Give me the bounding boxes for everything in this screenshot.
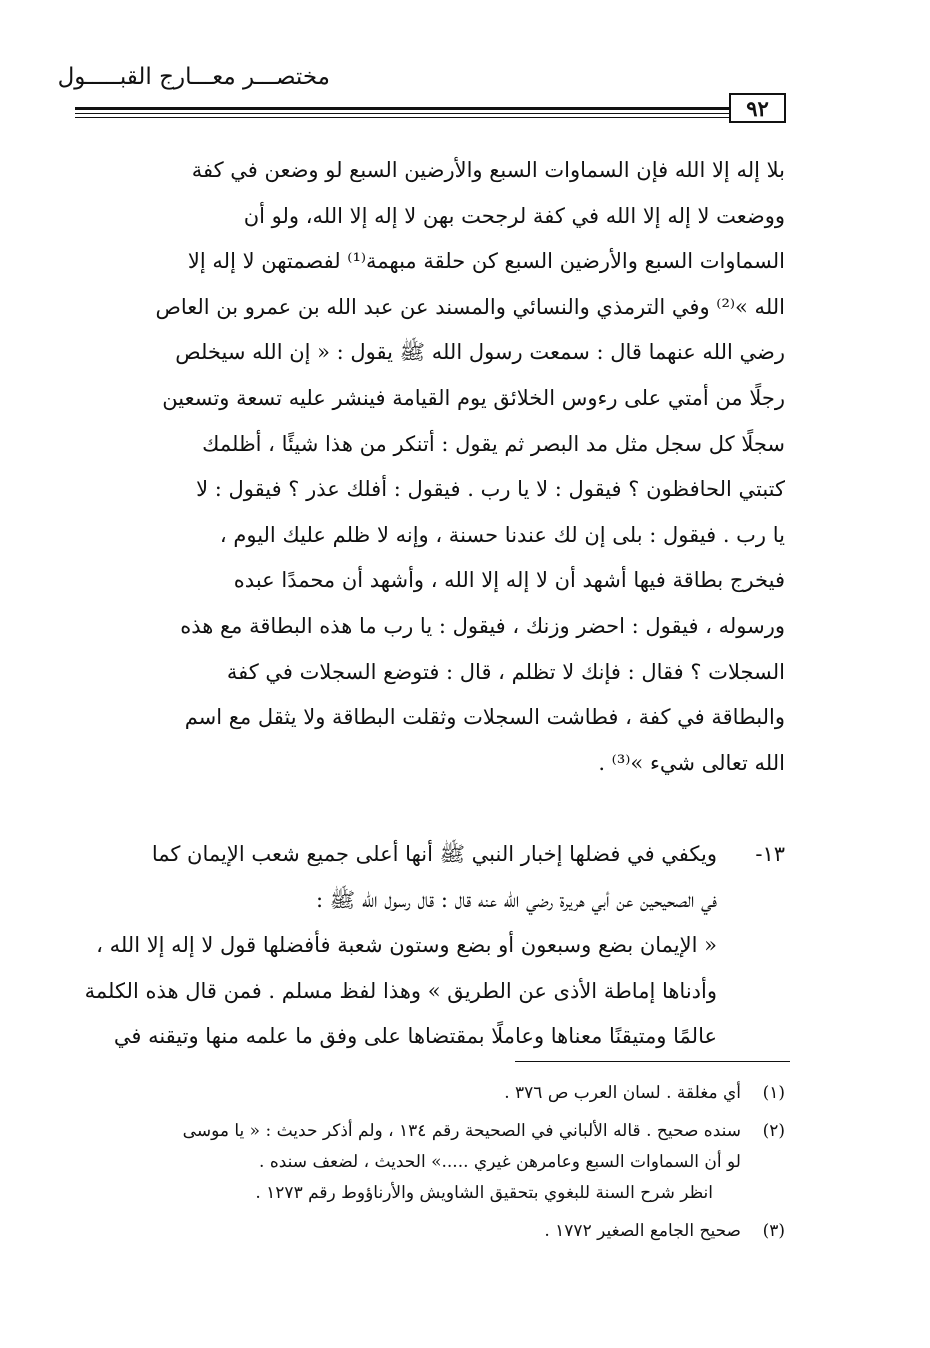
page-number: ٩٢ (729, 93, 786, 123)
text-line: فيخرج بطاقة فيها أشهد أن لا إله إلا الله ، وأشهد أن محمدًا عبده (233, 568, 785, 593)
header-rule-thick (75, 107, 730, 110)
footnote-2 (65, 1116, 785, 1209)
footnote-1 (65, 1078, 785, 1109)
header-rule-thin-lower (75, 117, 730, 118)
text-line: بلا إله إلا الله فإن السماوات السبع والأرضين السبع لو وضعن في كفة (191, 158, 785, 182)
footnote-marker: (١) (762, 1083, 785, 1103)
item-number: ١٣- (755, 842, 785, 866)
text-line: عالمًا ومتيقنًا معناها وعاملًا بمقتضاها على وفق ما علمه منها وتيقنه في (113, 1024, 717, 1049)
footnote-3 (65, 1216, 785, 1247)
footnote-line: لو أن السماوات السبع وعامرهن غيري .....» الحديث ، لضعف سنده . (259, 1152, 741, 1172)
footnote-line: سنده صحيح . قاله الألباني في الصحيحة رقم ١٣٤ ، ولم أذكر حديث : « يا موسى (182, 1121, 741, 1141)
footnote-marker: (٣) (762, 1221, 785, 1241)
text-line: رجلًا من أمتي على رءوس الخلائق يوم القيامة فينشر عليه تسعة وتسعين (162, 385, 785, 410)
text-line: رضي الله عنهما قال : سمعت رسول الله ﷺ يقول : « إن الله سيخلص (175, 340, 785, 365)
text-line: الله تعالى شيء »⁽³⁾ . (598, 750, 785, 775)
text-line: الله »⁽²⁾ وفي الترمذي والنسائي والمسند عن عبد الله بن عمرو بن العاص (155, 294, 785, 319)
text-line: ويكفي في فضلها إخبار النبي ﷺ أنها أعلى جميع شعب الإيمان كما (151, 842, 717, 866)
footnote-line: انظر شرح السنة للبغوي بتحقيق الشاويش والأرناؤوط رقم ١٢٧٣ . (255, 1183, 713, 1203)
text-line: ووضعت لا إله إلا الله في كفة لرجحت بهن لا إله إلا الله، ولو أن (243, 203, 785, 228)
header-rule-thin (75, 113, 730, 114)
text-line: السماوات السبع والأرضين السبع كن حلقة مبهمة⁽¹⁾ لفصمتهن لا إله إلا (187, 249, 785, 274)
text-line: في الصحيحين عن أبي هريرة رضي الله عنه قال : قال رسول الله ﷺ : (316, 887, 717, 912)
text-line: يا رب . فيقول : بلى إن لك عندنا حسنة ، وإنه لا ظلم عليك اليوم ، (219, 522, 785, 547)
text-line: « الإيمان بضع وسبعون أو بضع وستون شعبة فأفضلها قول لا إله إلا الله ، (96, 933, 717, 958)
text-line: السجلات ؟ فقال : فإنك لا تظلم ، قال : فتوضع السجلات في كفة (226, 659, 785, 684)
main-paragraph (133, 148, 785, 786)
text-line: سجلًا كل سجل مثل مد البصر ثم يقول : أتنكر من هذا شيئًا ، أظلمك (202, 431, 785, 456)
text-line: والبطاقة في كفة ، فطاشت السجلات وثقلت البطاقة ولا يثقل مع اسم (184, 705, 785, 730)
item-paragraph (65, 832, 717, 1060)
text-line: وأدناها إماطة الأذى عن الطريق » وهذا لفظ مسلم . فمن قال هذه الكلمة (84, 978, 717, 1003)
footnote-line: أي مغلقة . لسان العرب ص ٣٧٦ . (504, 1083, 741, 1103)
text-line: كتبتي الحافظون ؟ فيقول : لا يا رب . فيقول : أفلك عذر ؟ فيقول : لا (196, 477, 785, 502)
footnote-separator (515, 1061, 790, 1062)
text-line: ورسوله ، فيقول : احضر وزنك ، فيقول : يا رب ما هذه البطاقة مع هذه (180, 613, 785, 638)
footnote-line: صحيح الجامع الصغير ١٧٧٢ . (544, 1221, 741, 1241)
footnote-marker: (٢) (762, 1121, 785, 1141)
running-title: مختصـــر معـــارج القبـــــول (57, 64, 330, 90)
footnotes (65, 1078, 785, 1247)
